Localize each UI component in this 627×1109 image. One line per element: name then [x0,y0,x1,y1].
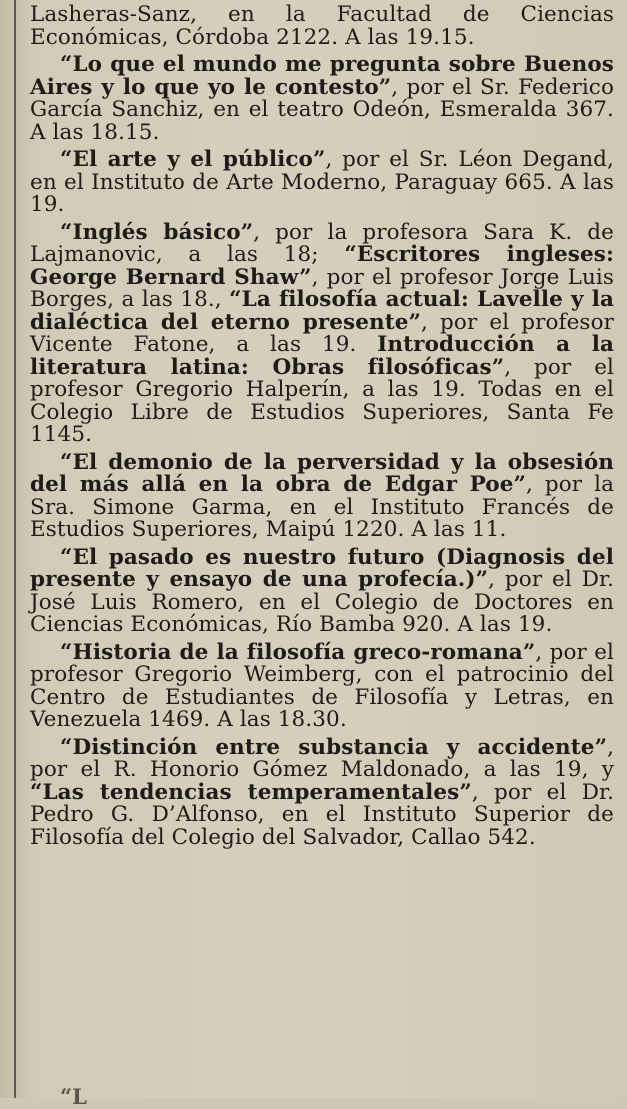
entry-title: “Lo que el mundo me pregunta sobre Buenos Aires y lo que yo le contesto” [30,52,614,100]
entry-text: , por el R. Honorio Gómez Maldonado, a las 19, y [30,734,614,782]
entry-text: , por la Sra. Simone Garma, en el Instituto Francés de Estudios Superiores, Maipú 1220. A las 11. [30,472,614,542]
list-item [30,449,614,542]
cutoff-line: “L [60,1084,87,1109]
column-rule [14,0,16,1098]
entry-title: “Las tendencias temperamentales” [30,779,472,805]
list-item [30,149,614,217]
list-item [30,544,614,637]
list-item [30,4,614,49]
list-item [30,219,615,447]
entry-text: , por el Dr. José Luis Romero, en el Colegio de Doctores en Ciencias Económicas, Río Bamba 920. A las 19. [30,567,614,637]
entry-text: , por el profesor Gregorio Halperín, a las 19. Todas en el Colegio Libre de Estudios Superiores, Santa Fe 1145. [30,354,615,447]
event-listing [30,4,614,854]
entry-text: , por el Dr. Pedro G. D’Alfonso, en el Instituto Superior de Filosofía del Colegio del Salvador, Callao 542. [30,779,615,850]
entry-title: Introducción a la literatura latina: Obras filosóficas” [30,332,614,380]
list-item [30,639,615,732]
entry-text: , por la profesora Sara K. de Lajmanovic, a las 18; [30,219,614,267]
entry-title: “Distinción entre substancia y accidente” [60,734,608,760]
entry-title: “El demonio de la perversidad y la obsesión del más allá en la obra de Edgar Poe” [30,449,614,497]
list-item [30,734,615,850]
list-item [30,54,614,144]
entry-title: “Historia de la filosofía greco-romana” [60,639,536,665]
entry-title: “Inglés básico” [60,219,254,245]
entry-title: “La filosofía actual: Lavelle y la dialéctica del eterno presente” [30,287,615,335]
entry-text: , por el profesor Jorge Luis Borges, a las 18., [30,264,615,312]
entry-title: “El arte y el público” [60,147,326,172]
entry-text: Lasheras-Sanz, en la Facultad de Ciencias Económicas, Córdoba 2122. A las 19.15. [30,2,614,50]
entry-title: “Escritores ingleses: George Bernard Shaw” [30,242,614,290]
entry-title: “El pasado es nuestro futuro (Diagnosis del presente y ensayo de una profecía.)” [30,544,614,592]
entry-text: , por el profesor Vicente Fatone, a las 19. [30,309,614,357]
entry-text: , por el profesor Gregorio Weimberg, con el patrocinio del Centro de Estudiantes de Filosofía y Letras, en Venezuela 1469. A las 18.30. [30,639,615,732]
entry-text: , por el Sr. Federico García Sanchiz, en el teatro Odeón, Esmeralda 367. A las 18.15. [30,74,614,145]
entry-text: , por el Sr. Léon Degand, en el Instituto de Arte Moderno, Paraguay 665. A las 19. [30,147,614,217]
